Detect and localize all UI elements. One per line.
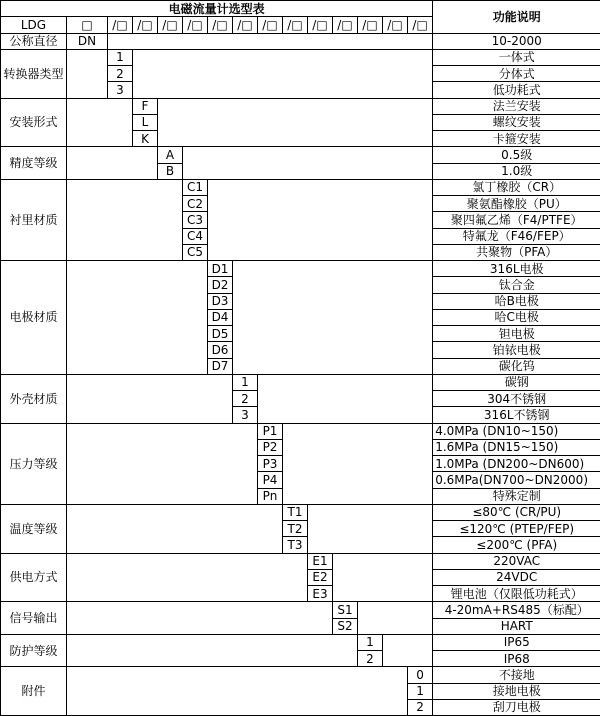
desc-cell: 哈C电极 [433, 309, 600, 325]
desc-cell: 氯丁橡胶（CR） [433, 179, 600, 195]
desc-cell: 钽电极 [433, 326, 600, 342]
code-cell: C4 [183, 228, 208, 244]
spacer-cell [333, 553, 433, 602]
code-cell: DN [67, 33, 108, 49]
desc-cell: 锂电池（仅限低功耗式） [433, 586, 600, 602]
code-cell: C2 [183, 196, 208, 212]
slash-checkbox-cell: /□ [183, 17, 208, 33]
slash-checkbox-cell: /□ [208, 17, 233, 33]
code-cell: E3 [308, 586, 333, 602]
code-cell: Pn [258, 488, 283, 504]
desc-cell: 刮刀电极 [433, 699, 600, 715]
spacer-cell [67, 147, 158, 180]
spacer-cell [67, 423, 258, 504]
slash-checkbox-cell: /□ [108, 17, 133, 33]
section-label-signal: 信号输出 [1, 602, 67, 635]
desc-cell: 4-20mA+RS485（标配） [433, 602, 600, 618]
slash-checkbox-cell: /□ [158, 17, 183, 33]
table-title: 电磁流量计选型表 [1, 1, 433, 17]
code-cell: C1 [183, 179, 208, 195]
code-cell: B [158, 163, 183, 179]
slash-checkbox-cell: /□ [408, 17, 433, 33]
code-cell: 2 [233, 391, 258, 407]
slash-checkbox-cell: /□ [233, 17, 258, 33]
ldg-label: LDG [1, 17, 67, 33]
code-cell: F [133, 98, 158, 114]
code-cell: 1 [108, 49, 133, 65]
spacer-cell [67, 634, 358, 667]
code-cell: 2 [408, 699, 433, 715]
spacer-cell [67, 667, 408, 716]
desc-cell: 低功耗式 [433, 82, 600, 98]
desc-cell: 共聚物（PFA） [433, 244, 600, 260]
spacer-cell [67, 504, 283, 553]
code-cell: 3 [108, 82, 133, 98]
spacer-cell [358, 602, 433, 635]
slash-checkbox-cell: /□ [133, 17, 158, 33]
desc-cell: 24VDC [433, 569, 600, 585]
spacer-cell [67, 602, 333, 635]
code-cell: D4 [208, 309, 233, 325]
code-cell: S2 [333, 618, 358, 634]
desc-cell: 0.6MPa(DN700~DN2000) [433, 472, 600, 488]
code-cell: P4 [258, 472, 283, 488]
section-label-electrode: 电极材质 [1, 261, 67, 375]
desc-cell: 一体式 [433, 49, 600, 65]
desc-cell: 特殊定制 [433, 488, 600, 504]
desc-cell: 接地电极 [433, 683, 600, 699]
section-label-pressure: 压力等级 [1, 423, 67, 504]
spacer-cell [158, 98, 433, 147]
desc-cell: 1.0级 [433, 163, 600, 179]
code-cell: T2 [283, 521, 308, 537]
section-label-power: 供电方式 [1, 553, 67, 602]
code-cell: K [133, 131, 158, 147]
section-label-diameter: 公称直径 [1, 33, 67, 49]
desc-cell: 聚四氟乙烯（F4/PTFE） [433, 212, 600, 228]
desc-cell: IP65 [433, 634, 600, 650]
spacer-cell [308, 504, 433, 553]
code-cell: C3 [183, 212, 208, 228]
code-cell: 3 [233, 407, 258, 423]
code-cell: 0 [408, 667, 433, 683]
desc-cell: ≤120℃ (PTEP/FEP) [433, 521, 600, 537]
desc-cell: 1.6MPa (DN15~150) [433, 439, 600, 455]
desc-cell: 卡箍安装 [433, 131, 600, 147]
desc-cell: 聚氨酯橡胶（PU） [433, 196, 600, 212]
desc-cell: 分体式 [433, 66, 600, 82]
desc-cell: 法兰安装 [433, 98, 600, 114]
desc-cell: 铂铱电极 [433, 342, 600, 358]
desc-cell: IP68 [433, 651, 600, 667]
desc-cell: ≤200℃ (PFA) [433, 537, 600, 553]
code-cell: D6 [208, 342, 233, 358]
slash-checkbox-cell: /□ [358, 17, 383, 33]
desc-cell: 10-2000 [433, 33, 600, 49]
code-cell: D2 [208, 277, 233, 293]
code-cell: C5 [183, 244, 208, 260]
desc-cell: 碳钢 [433, 374, 600, 390]
code-cell: 1 [408, 683, 433, 699]
spacer-cell [258, 374, 433, 423]
section-label-protection: 防护等级 [1, 634, 67, 667]
section-label-accuracy: 精度等级 [1, 147, 67, 180]
section-label-temperature: 温度等级 [1, 504, 67, 553]
spacer-cell [133, 49, 433, 98]
code-cell: D1 [208, 261, 233, 277]
section-label-accessory: 附件 [1, 667, 67, 716]
desc-cell: 哈B电极 [433, 293, 600, 309]
spacer-cell [283, 423, 433, 504]
code-cell: A [158, 147, 183, 163]
desc-cell: 不接地 [433, 667, 600, 683]
checkbox-cell: □ [67, 17, 108, 33]
function-header: 功能说明 [433, 1, 600, 34]
desc-cell: 碳化钨 [433, 358, 600, 374]
desc-cell: 316L电极 [433, 261, 600, 277]
desc-cell: ≤80℃ (CR/PU) [433, 504, 600, 520]
spacer-cell [67, 374, 233, 423]
code-cell: P3 [258, 456, 283, 472]
desc-cell: 特氟龙（F46/FEP） [433, 228, 600, 244]
spacer-cell [183, 147, 433, 180]
section-label-lining: 衬里材质 [1, 179, 67, 260]
code-cell: 2 [108, 66, 133, 82]
code-cell: D7 [208, 358, 233, 374]
spacer-cell [383, 634, 433, 667]
section-label-installation: 安装形式 [1, 98, 67, 147]
spacer-cell [67, 49, 108, 98]
code-cell: T3 [283, 537, 308, 553]
code-cell: 1 [233, 374, 258, 390]
desc-cell: 1.0MPa (DN200~DN600) [433, 456, 600, 472]
slash-checkbox-cell: /□ [308, 17, 333, 33]
code-cell: 1 [358, 634, 383, 650]
desc-cell: 螺纹安装 [433, 114, 600, 130]
code-cell: P2 [258, 439, 283, 455]
spacer-cell [233, 261, 433, 375]
code-cell: S1 [333, 602, 358, 618]
code-cell: 2 [358, 651, 383, 667]
desc-cell: 0.5级 [433, 147, 600, 163]
code-cell: D5 [208, 326, 233, 342]
desc-cell: 4.0MPa (DN10~150) [433, 423, 600, 439]
section-label-housing: 外壳材质 [1, 374, 67, 423]
code-cell: E1 [308, 553, 333, 569]
desc-cell: HART [433, 618, 600, 634]
desc-cell: 220VAC [433, 553, 600, 569]
code-cell: L [133, 114, 158, 130]
desc-cell: 304不锈钢 [433, 391, 600, 407]
code-cell: T1 [283, 504, 308, 520]
section-label-converter-type: 转换器类型 [1, 49, 67, 98]
slash-checkbox-cell: /□ [283, 17, 308, 33]
spacer-cell [67, 179, 183, 260]
slash-checkbox-cell: /□ [333, 17, 358, 33]
spacer-cell [208, 179, 433, 260]
slash-checkbox-cell: /□ [383, 17, 408, 33]
spacer-cell [67, 261, 208, 375]
slash-checkbox-cell: /□ [258, 17, 283, 33]
code-cell: P1 [258, 423, 283, 439]
code-cell: D3 [208, 293, 233, 309]
spacer-cell [108, 33, 433, 49]
desc-cell: 钛合金 [433, 277, 600, 293]
spacer-cell [67, 553, 308, 602]
code-cell: E2 [308, 569, 333, 585]
desc-cell: 316L不锈钢 [433, 407, 600, 423]
spacer-cell [67, 98, 133, 147]
